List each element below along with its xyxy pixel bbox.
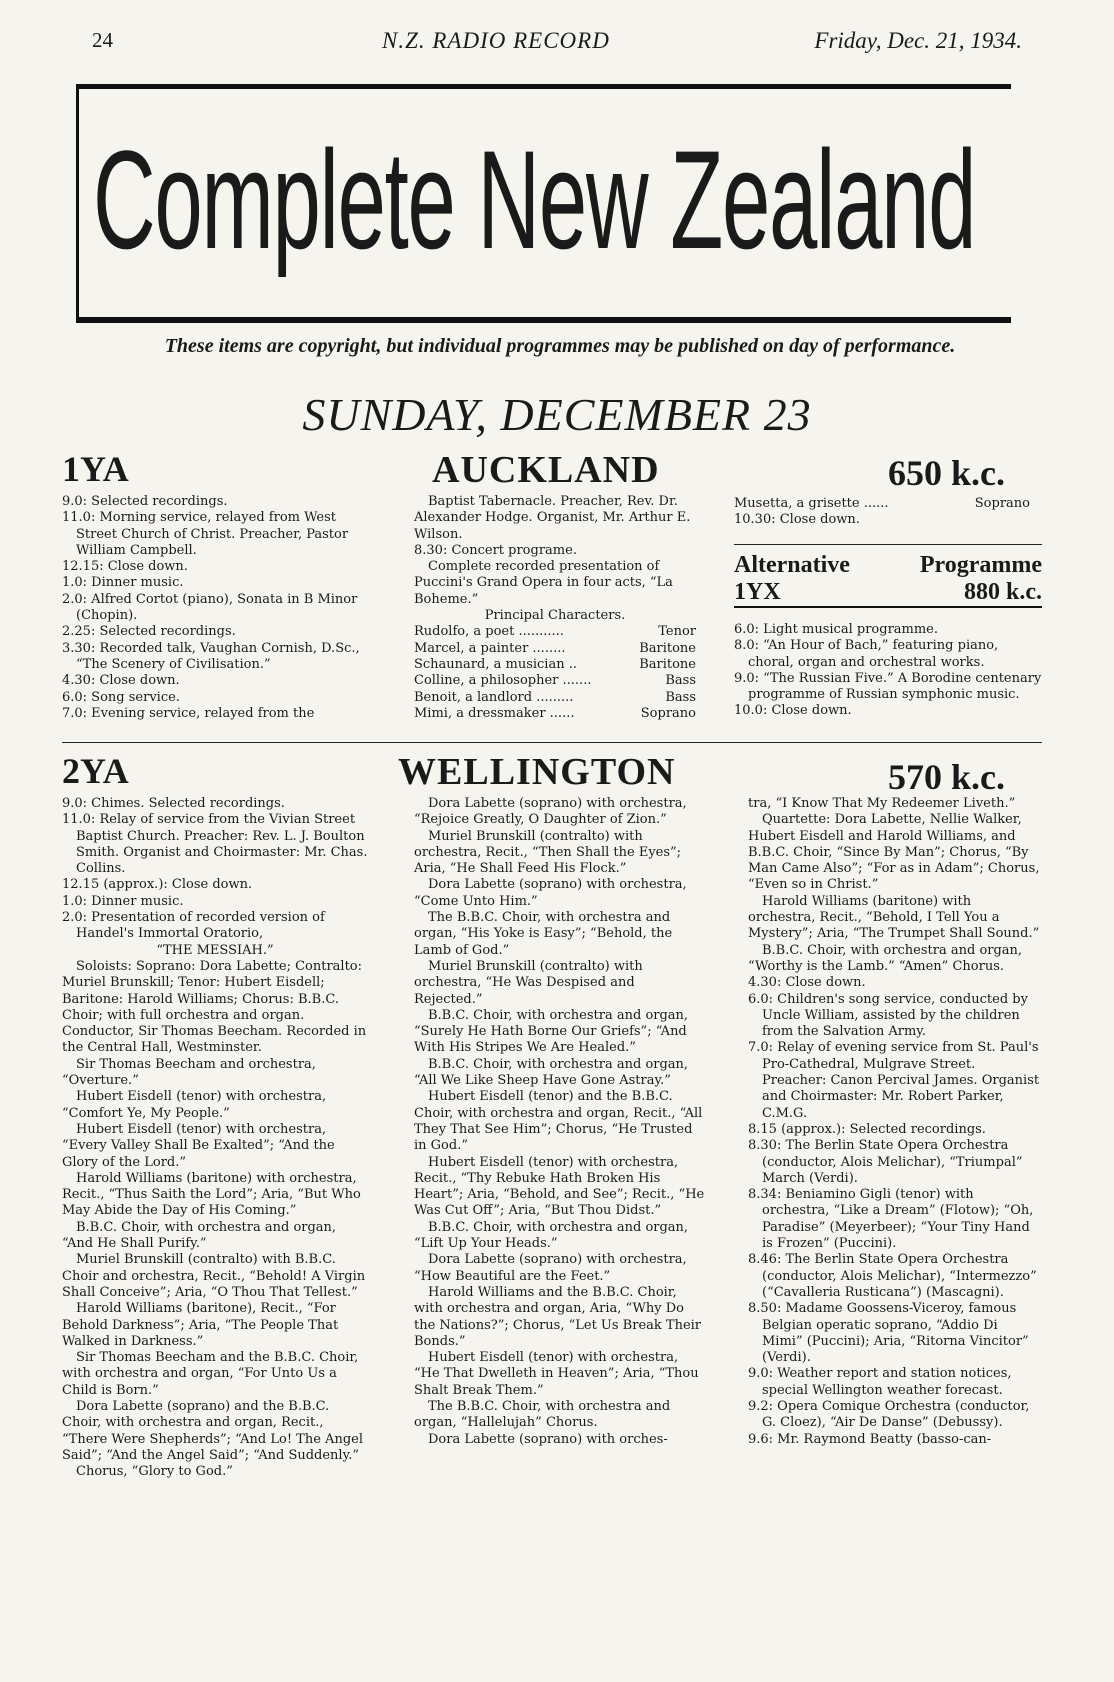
masthead-title: Complete New Zealand [93, 121, 976, 278]
programme-entry: B.B.C. Choir, with orchestra and organ, “Worthy is the Lamb.” “Amen” Chorus. [748, 942, 1023, 974]
day-heading: SUNDAY, DECEMBER 23 [302, 389, 812, 440]
station-city-auckland: AUCKLAND [432, 449, 660, 491]
programme-entry: B.B.C. Choir, with orchestra and organ, “All We Like Sheep Have Gone Astray.” [414, 1056, 689, 1089]
programme-entry: 4.30: Close down. [748, 975, 866, 991]
programme-entry: The B.B.C. Choir, with orchestra and organ, “His Yoke is Easy”; “Behold, the Lamb of God.” [414, 910, 673, 958]
programme-entry: 4.30: Close down. [62, 673, 180, 689]
running-header [92, 28, 1022, 62]
alt-rule-top [734, 544, 1042, 545]
programme-entry: 2.0: Presentation of recorded version of Handel's Immortal Oratorio, [62, 910, 325, 942]
programme-entry: Quartette: Dora Labette, Nellie Walker, Hubert Eisdell and Harold Williams, and B.B.C. Choir, “Since By Man”; Chorus, “By Man Came Also”; “For as in Adam”; Chorus, “Even so in Christ.” [748, 812, 1040, 893]
station-frequency-2ya: 570 k.c. [888, 757, 1005, 797]
character-role: Mimi, a dressmaker ...... [414, 705, 575, 721]
character-list-continued [734, 496, 1030, 512]
iya-intro-block [414, 494, 696, 608]
programme-entry: 8.15 (approx.): Selected recordings. [748, 1121, 986, 1137]
programme-entry: Dora Labette (soprano) and the B.B.C. Choir, with orchestra and organ, Recit., “There Were Shepherds”; “And Lo! The Angel Said”; “And the Angel Said”; “And Suddenly.” [62, 1398, 363, 1463]
character-role: Benoit, a landlord ......... [414, 689, 574, 705]
page-number: 24 [92, 28, 113, 52]
alternative-items [734, 622, 1042, 720]
programme-entry: 8.30: The Berlin State Opera Orchestra (conductor, Alois Melichar), “Triumpal” March (Verdi). [748, 1138, 1023, 1186]
programme-entry: 8.46: The Berlin State Opera Orchestra (conductor, Alois Melichar), “Intermezzo” (“Cavalleria Rusticana”) (Mascagni). [748, 1252, 1037, 1300]
ya2-column-3 [748, 796, 1042, 1448]
programme-entry: B.B.C. Choir, with orchestra and organ, “And He Shall Purify.” [62, 1219, 337, 1252]
programme-entry: 9.0: Weather report and station notices, special Wellington weather forecast. [748, 1366, 1012, 1398]
programme-entry: Hubert Eisdell (tenor) with orchestra, Recit., “Thy Rebuke Hath Broken His Heart”; Aria, “Behold, and See”; Recit., “He Was Cut Off”; Aria, “But Thou Didst.” [414, 1154, 705, 1219]
programme-entry: Harold Williams (baritone) with orchestra, Recit., “Behold, I Tell You a Mystery”; Aria, “The Trumpet Shall Sound.” [748, 893, 1040, 942]
programme-entry: Hubert Eisdell (tenor) with orchestra, “He That Dwelleth in Heaven”; Aria, “Thou Shalt Break Them.” [414, 1350, 699, 1398]
programme-entry: 6.0: Light musical programme. [734, 622, 939, 637]
alternative-programme-box [734, 552, 1042, 720]
iya-column-2 [414, 494, 696, 722]
programme-entry: 3.30: Recorded talk, Vaughan Cornish, D.Sc., “The Scenery of Civilisation.” [62, 640, 360, 672]
programme-entry: 9.0: Selected recordings. [62, 494, 228, 509]
programme-entry: “THE MESSIAH.” [156, 942, 274, 958]
programme-entry: 2.25: Selected recordings. [62, 624, 236, 640]
character-role: Colline, a philosopher ....... [414, 673, 592, 689]
programme-entry: 9.2: Opera Comique Orchestra (conductor, G. Cloez), “Air De Danse” (Debussy). [748, 1398, 1030, 1431]
programme-entry: The B.B.C. Choir, with orchestra and organ, “Hallelujah” Chorus. [414, 1398, 671, 1431]
programme-entry: Hubert Eisdell (tenor) and the B.B.C. Choir, with orchestra and organ, Recit., “All They That See Him”; Chorus, “He Trusted in God.” [414, 1089, 703, 1154]
programme-entry: 10.0: Close down. [734, 703, 852, 719]
programme-entry: 11.0: Relay of service from the Vivian Street Baptist Church. Preacher: Rev. L. J. Boulton Smith. Organist and Choirmaster: Mr. Chas. Collins. [62, 812, 368, 877]
station-code-2ya: 2YA [62, 751, 129, 791]
programme-entry: 12.15: Close down. [62, 559, 188, 575]
programme-entry: Dora Labette (soprano) with orchestra, “Rejoice Greatly, O Daughter of Zion.” [414, 796, 687, 828]
programme-entry: 9.6: Mr. Raymond Beatty (basso-can- [748, 1431, 992, 1447]
programme-entry: Dora Labette (soprano) with orchestra, “Come Unto Him.” [414, 877, 687, 909]
section-divider [62, 742, 1042, 743]
programme-entry: 7.0: Relay of evening service from St. Paul's Pro-Cathedral, Mulgrave Street. Preacher: Canon Percival James. Organist and Choirmaster: Mr. Robert Parker, C.M.G. [748, 1040, 1040, 1121]
programme-entry: Muriel Brunskill (contralto) with orchestra, “He Was Despised and Rejected.” [414, 958, 643, 1007]
programme-entry: 1.0: Dinner music. [62, 575, 184, 591]
character-role: Marcel, a painter ........ [414, 640, 566, 656]
issue-date: Friday, Dec. 21, 1934. [814, 28, 1022, 53]
copyright-notice: These items are copyright, but individual programmes may be published on day of performance. [164, 335, 956, 357]
programme-label: Programme [919, 552, 1042, 578]
character-role: Rudolfo, a poet ........... [414, 624, 564, 640]
voice-type: Baritone [639, 640, 696, 656]
voice-type: Bass [665, 689, 696, 705]
character-row [414, 673, 696, 689]
programme-entry: B.B.C. Choir, with orchestra and organ, “Lift Up Your Heads.” [414, 1219, 689, 1252]
programme-entry: 8.34: Beniamino Gigli (tenor) with orchestra, “Like a Dream” (Flotow); “Oh, Paradise” (Meyerbeer); “Your Tiny Hand is Frozen” (Puccini). [748, 1187, 1034, 1252]
voice-type: Soprano [974, 496, 1030, 511]
programme-entry: Hubert Eisdell (tenor) with orchestra, “Comfort Ye, My People.” [62, 1089, 327, 1121]
alternative-label: Alternative [734, 552, 850, 578]
station-frequency-1ya: 650 k.c. [888, 453, 1005, 493]
programme-entry: 1.0: Dinner music. [62, 893, 184, 909]
programme-entry: Sir Thomas Beecham and the B.B.C. Choir, with orchestra and organ, “For Unto Us a Child is Born.” [62, 1350, 359, 1398]
programme-entry: 2.0: Alfred Cortot (piano), Sonata in B Minor (Chopin). [62, 591, 358, 624]
programme-entry: Chorus, “Glory to God.” [76, 1464, 233, 1480]
station-code-1ya: 1YA [62, 449, 129, 489]
station-frequency-1yx: 880 k.c. [964, 579, 1042, 605]
programme-entry: Harold Williams (baritone) with orchestra, Recit., “Thus Saith the Lord”; Aria, “But Who May Abide the Day of His Coming.” [62, 1170, 361, 1219]
programme-entry: Muriel Brunskill (contralto) with B.B.C. Choir and orchestra, Recit., “Behold! A Virgin Shall Conceive”; Aria, “O Thou That Tellest.” [62, 1252, 366, 1300]
iya-column-1 [62, 494, 376, 722]
voice-type: Baritone [639, 656, 696, 672]
principal-characters-heading: Principal Characters. [484, 608, 626, 624]
programme-entry: Soloists: Soprano: Dora Labette; Contralto: Muriel Brunskill; Tenor: Hubert Eisdell; Baritone: Harold Williams; Chorus: B.B.C. Choir; with full orchestra and organ. Conductor, Sir Thomas Beecham. Recorded in the Central Hall, Westminster. [62, 958, 367, 1056]
programme-entry: B.B.C. Choir, with orchestra and organ, “Surely He Hath Borne Our Griefs”; “And With His Stripes We Are Healed.” [414, 1007, 689, 1056]
iya-column-3 [734, 496, 1030, 529]
ya2-column-1 [62, 796, 368, 1480]
character-row [734, 496, 1030, 512]
publication-name: N.Z. RADIO RECORD [382, 28, 610, 53]
masthead-box [76, 84, 1011, 323]
character-row [414, 624, 696, 640]
character-row [414, 706, 696, 722]
programme-entry: 11.0: Morning service, relayed from West Street Church of Christ. Preacher, Pastor William Campbell. [62, 510, 349, 558]
voice-type: Bass [665, 673, 696, 689]
character-row [414, 657, 696, 673]
programme-entry: 8.30: Concert programe. [414, 542, 577, 558]
iya-close-down: 10.30: Close down. [734, 512, 860, 528]
programme-entry: tra, “I Know That My Redeemer Liveth.” [748, 796, 1016, 811]
programme-entry: 9.0: Chimes. Selected recordings. [62, 796, 285, 811]
programme-entry: 9.0: “The Russian Five.” A Borodine centenary programme of Russian symphonic music. [734, 670, 1042, 703]
programme-entry: Baptist Tabernacle. Preacher, Rev. Dr. Alexander Hodge. Organist, Mr. Arthur E. Wilson. [414, 494, 691, 542]
programme-entry: Muriel Brunskill (contralto) with orchestra, Recit., “Then Shall the Eyes”; Aria, “He Shall Feed His Flock.” [414, 828, 682, 877]
programme-entry: 6.0: Children's song service, conducted by Uncle William, assisted by the children from the Salvation Army. [748, 991, 1028, 1040]
programme-entry: 8.0: “An Hour of Bach,” featuring piano, choral, organ and orchestral works. [734, 638, 999, 670]
character-role: Schaunard, a musician .. [414, 656, 577, 672]
ya2-column-2 [414, 796, 706, 1448]
programme-entry: Complete recorded presentation of Puccini's Grand Opera in four acts, “La Boheme.” [414, 559, 673, 607]
programme-entry: Dora Labette (soprano) with orches- [428, 1431, 668, 1447]
programme-entry: Dora Labette (soprano) with orchestra, “How Beautiful are the Feet.” [414, 1252, 687, 1284]
station-code-1yx: 1YX [734, 579, 781, 605]
character-list [414, 624, 696, 722]
voice-type: Soprano [640, 705, 696, 721]
programme-entry: 8.50: Madame Goossens-Viceroy, famous Belgian operatic soprano, “Addio Di Mimi” (Puccini); Aria, “Ritorna Vincitor” (Verdi). [748, 1301, 1029, 1366]
programme-entry: 6.0: Song service. [62, 689, 180, 705]
character-row [414, 641, 696, 657]
station-city-wellington: WELLINGTON [398, 751, 676, 793]
character-role: Musetta, a grisette ...... [734, 496, 889, 511]
programme-entry: Harold Williams (baritone), Recit., “For Behold Darkness”; Aria, “The People That Walked in Darkness.” [62, 1301, 339, 1349]
programme-entry: 12.15 (approx.): Close down. [62, 877, 253, 893]
programme-entry: Hubert Eisdell (tenor) with orchestra, “Every Valley Shall Be Exalted”; “And the Glory of the Lord.” [62, 1121, 335, 1170]
character-row [414, 690, 696, 706]
programme-entry: Harold Williams and the B.B.C. Choir, with orchestra and organ, Aria, “Why Do the Nations?”; Chorus, “Let Us Break Their Bonds.” [414, 1284, 702, 1349]
voice-type: Tenor [658, 624, 696, 640]
programme-entry: 7.0: Evening service, relayed from the [62, 705, 315, 721]
programme-entry: Sir Thomas Beecham and orchestra, “Overture.” [62, 1056, 316, 1089]
